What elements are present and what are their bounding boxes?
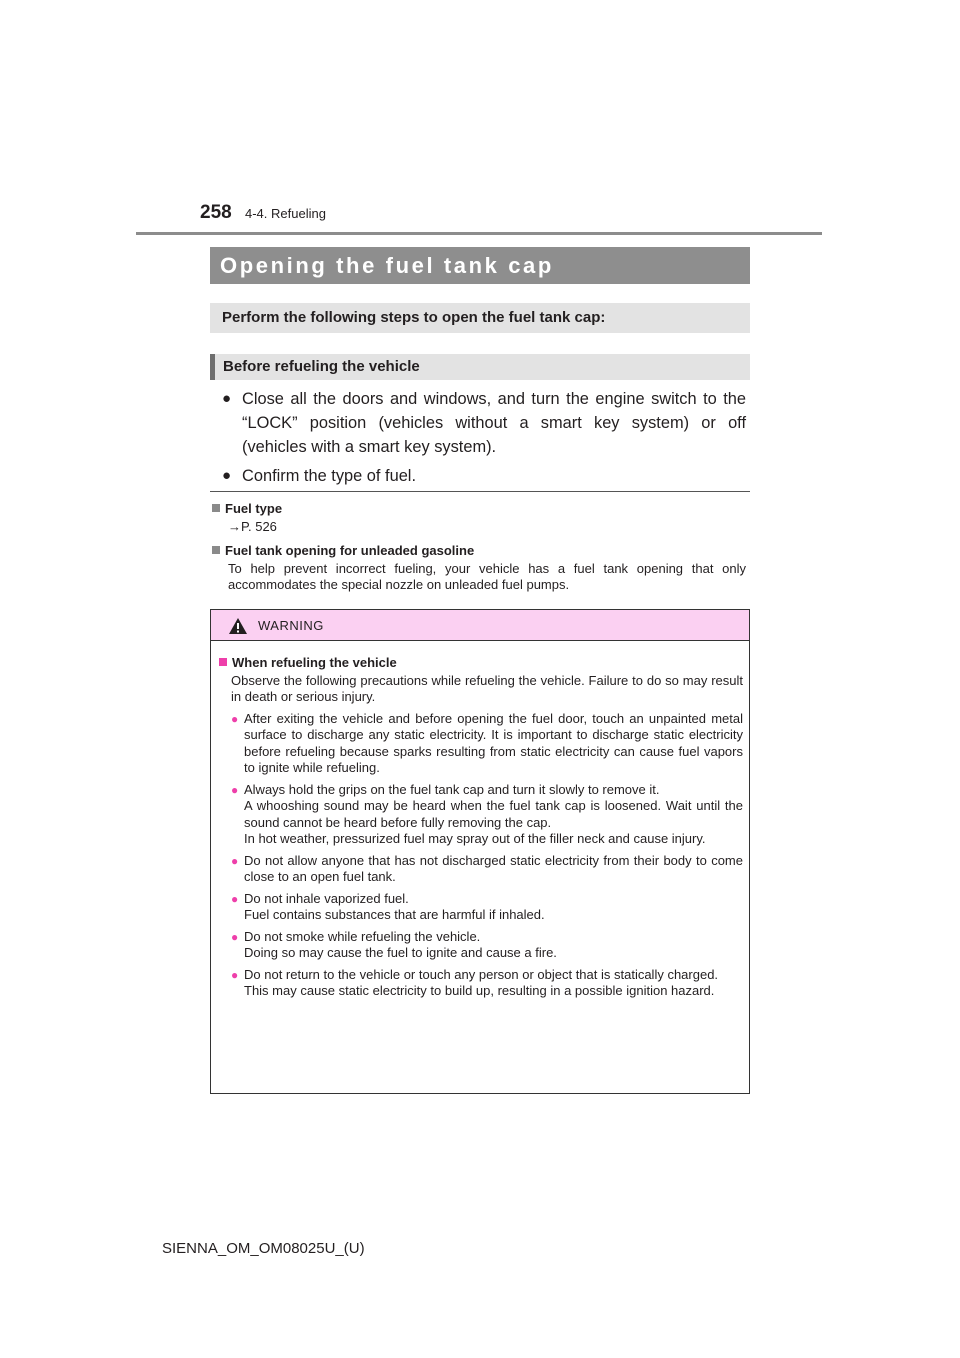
square-bullet-icon	[212, 546, 220, 554]
square-bullet-icon	[212, 504, 220, 512]
step-list	[222, 387, 746, 493]
note-body: →P. 526	[228, 519, 277, 534]
warning-label: WARNING	[258, 618, 324, 633]
page-number: 258	[200, 202, 232, 223]
list-item: ● Confirm the type of fuel.	[222, 464, 746, 488]
warning-intro: Observe the following precautions while refueling the vehicle. Failure to do so may result in death or serious injury.	[231, 672, 743, 704]
warning-header	[211, 610, 749, 641]
warning-heading: When refueling the vehicle	[219, 655, 743, 672]
note-heading: Fuel type	[212, 501, 746, 517]
bullet-icon: ●	[231, 711, 239, 726]
notes-section	[212, 501, 746, 601]
bullet-icon: ●	[231, 891, 239, 906]
header-divider	[136, 232, 822, 235]
warning-content	[211, 641, 749, 1000]
note-heading: Fuel tank opening for unleaded gasoline	[212, 543, 746, 559]
bullet-icon: ●	[231, 967, 239, 982]
list-item: ● Close all the doors and windows, and turn the engine switch to the “LOCK” position (vehicles without a smart key system) or off (vehicles with a smart key system).	[222, 387, 746, 459]
section-divider	[210, 491, 750, 492]
note-body: To help prevent incorrect fueling, your vehicle has a fuel tank opening that only accommodates the special nozzle on unleaded fuel pumps.	[228, 561, 746, 592]
page-title: Opening the fuel tank cap	[210, 247, 750, 284]
bullet-icon: ●	[231, 853, 239, 868]
warning-triangle-icon	[228, 617, 248, 635]
bullet-icon: ●	[231, 782, 239, 797]
section-reference: 4-4. Refueling	[245, 206, 326, 221]
list-item: ● Do not return to the vehicle or touch any person or object that is statically charged. This may cause static electricity to build up, resulting in a possible ignition hazard.	[231, 966, 719, 998]
intro-bar: Perform the following steps to open the fuel tank cap:	[210, 303, 750, 333]
list-item: ● Do not inhale vaporized fuel. Fuel contains substances that are harmful if inhaled.	[231, 890, 545, 922]
list-item: ● Always hold the grips on the fuel tank cap and turn it slowly to remove it. A whooshing sound may be heard when the fuel tank cap is loosened. Wait until the sound cannot be heard before fully removing the cap. In hot weather, pressurized fuel may spray out of the filler neck and cause injury.	[231, 781, 743, 846]
subheading-bar: Before refueling the vehicle	[210, 354, 750, 380]
square-bullet-icon	[219, 658, 227, 666]
list-item: ● Do not smoke while refueling the vehicle. Doing so may cause the fuel to ignite and cause a fire.	[231, 928, 557, 960]
bullet-icon: ●	[222, 467, 232, 484]
list-item: ● Do not allow anyone that has not discharged static electricity from their body to come close to an open fuel tank.	[231, 852, 743, 884]
warning-box	[210, 609, 750, 1094]
footer-doc-id: SIENNA_OM_OM08025U_(U)	[162, 1240, 365, 1257]
list-item: ● After exiting the vehicle and before opening the fuel door, touch an unpainted metal surface to discharge any static electricity. It is important to discharge static electricity before refueling because sparks resulting from static electricity can cause fuel vapors to ignite while refueling.	[231, 710, 743, 775]
bullet-icon: ●	[222, 390, 232, 407]
bullet-icon: ●	[231, 929, 239, 944]
